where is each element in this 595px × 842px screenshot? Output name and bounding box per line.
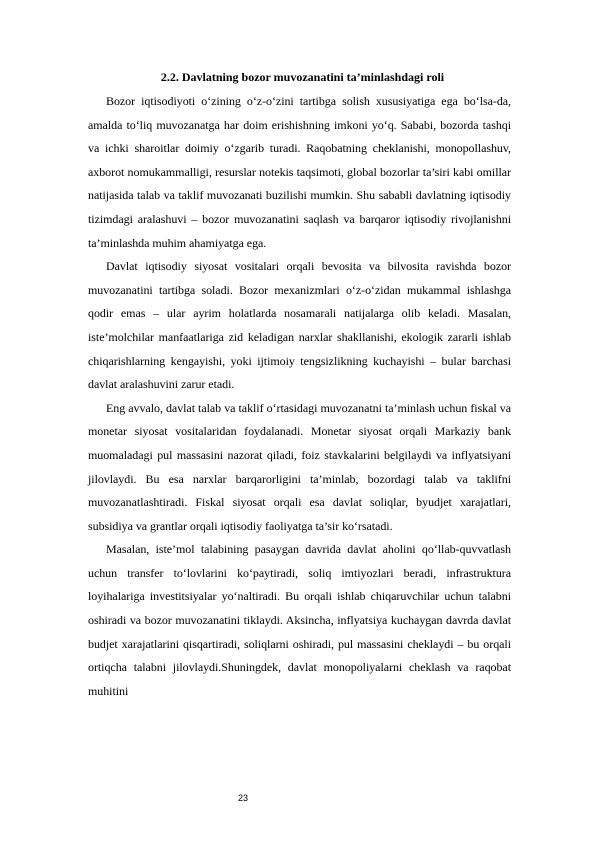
document-page bbox=[88, 64, 511, 703]
section-heading: 2.2. Davlatning bozor muvozanatini ta’minlashdagi roli bbox=[160, 70, 445, 84]
paragraph-4: Masalan, iste’mol talabining pasaygan davrida davlat aholini qo‘llab-quvvatlash uchun transfer to‘lovlarini ko‘paytiradi, soliq imtiyozlari beradi, infrastruktura loyihalariga investitsiyalar yo‘naltiradi. Bu orqali ishlab chiqaruvchilar uchun talabni oshiradi va bozor muvozanatini tiklaydi. Aksincha, inflyatsiya kuchaygan davrda davlat budjet xarajatlarini qisqartiradi, soliqlarni oshiradi, pul massasini cheklaydi – bu orqali ortiqcha talabni jilovlaydi.Shuningdek, davlat monopoliyalarni cheklash va raqobat muhitini bbox=[88, 542, 511, 698]
paragraph-2: Davlat iqtisodiy siyosat vositalari orqali bevosita va bilvosita ravishda bozor muvozanatini tartibga soladi. Bozor mexanizmlari o‘z-o‘zidan mukammal ishlashga qodir emas – ular ayrim holatlarda nosamarali natijalarga olib keladi. Masalan, iste’molchilar manfaatlariga zid keladigan narxlar shakllanishi, ekologik zararli ishlab chiqarishlarning kengayishi, yoki ijtimoiy tengsizlikning kuchayishi – bular barchasi davlat aralashuvini zarur etadi. bbox=[88, 259, 511, 392]
paragraph-1: Bozor iqtisodiyoti o‘zining o‘z-o‘zini tartibga solish xususiyatiga ega bo‘lsa-da, amalda to‘liq muvozanatga har doim erishishning imkoni yo‘q. Sababi, bozorda tashqi va ichki sharoitlar doimiy o‘zgarib turadi. Raqobatning cheklanishi, monopollashuv, axborot nomukammalligi, resurslar notekis taqsimoti, global bozorlar ta’siri kabi omillar natijasida talab va taklif muvozanati buzilishi mumkin. Shu sababli davlatning iqtisodiy tizimdagi aralashuvi – bozor muvozanatini saqlash va barqaror iqtisodiy rivojlanishni ta’minlashda muhim ahamiyatga ega. bbox=[88, 94, 511, 250]
page-number: 23 bbox=[238, 793, 249, 803]
paragraph-3: Eng avvalo, davlat talab va taklif o‘rtasidagi muvozanatni ta’minlash uchun fiskal va monetar siyosat vositalaridan foydalanadi. Monetar siyosat orqali Markaziy bank muomaladagi pul massasini nazorat qiladi, foiz stavkalarini belgilaydi va inflyatsiyani jilovlaydi. Bu esa narxlar barqarorligini ta’minlab, bozordagi talab va taklifni muvozanatlashtiradi. Fiskal siyosat orqali esa davlat soliqlar, byudjet xarajatlari, subsidiya va grantlar orqali iqtisodiy faoliyatga ta’sir ko‘rsatadi. bbox=[88, 400, 511, 533]
